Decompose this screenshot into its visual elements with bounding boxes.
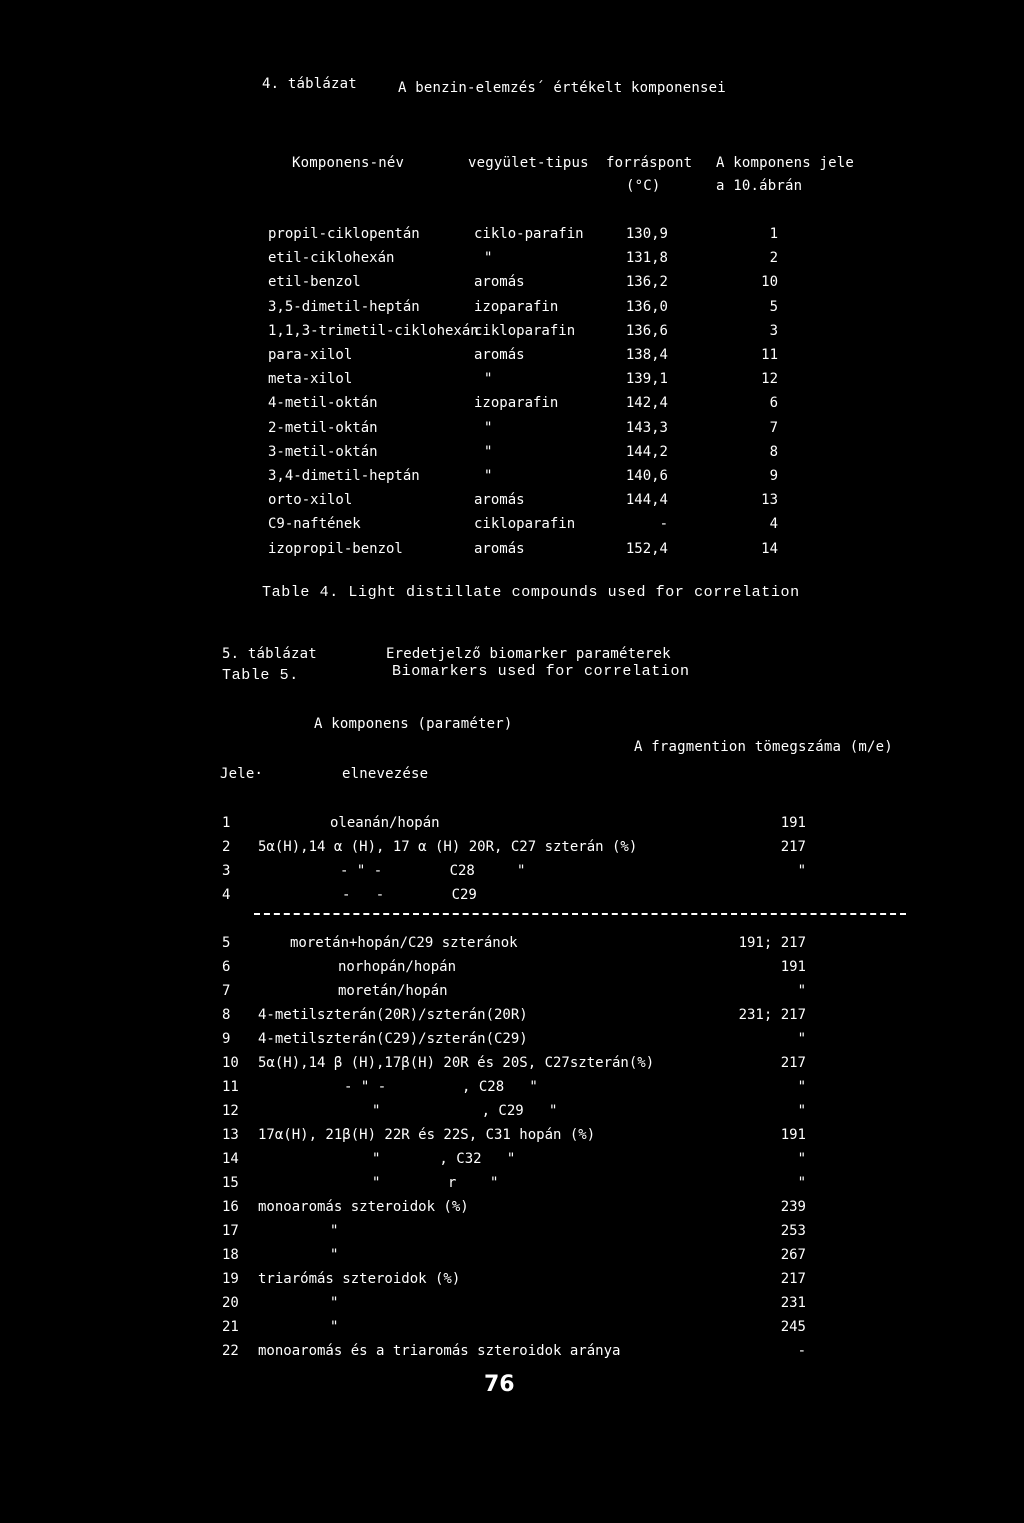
cell-row-number: 11 xyxy=(222,1079,239,1095)
table4-caption-en: Table 4. Light distillate compounds used for correlation xyxy=(262,584,800,601)
cell-fragment-mass: " xyxy=(797,863,806,879)
cell-fragment-mass: 217 xyxy=(780,1271,806,1287)
cell-parameter-name: norhopán/hopán xyxy=(338,959,457,975)
cell-parameter-name: " , C29 " xyxy=(372,1103,558,1119)
table-row xyxy=(0,274,1024,298)
cell-row-number: 10 xyxy=(222,1055,239,1071)
cell-parameter-name: triarómás szteroidok (%) xyxy=(258,1271,461,1287)
cell-boiling-point: 140,6 xyxy=(625,468,668,484)
table-row xyxy=(0,1103,1024,1127)
cell-boiling-point: 144,4 xyxy=(625,492,668,509)
cell-fragment-mass: - xyxy=(797,1343,806,1359)
cell-component-name: 3,5-dimetil-heptán xyxy=(268,298,420,315)
cell-row-number: 8 xyxy=(222,1007,231,1023)
cell-fragment-mass: 191 xyxy=(780,815,806,831)
cell-compound-type: " xyxy=(484,371,493,388)
table-row xyxy=(0,1343,1024,1367)
cell-row-number: 1 xyxy=(222,815,231,831)
header-component-parameter: A komponens (paraméter) xyxy=(314,716,513,732)
header-boiling-point: forráspont xyxy=(606,155,693,171)
cell-boiling-point: - xyxy=(659,516,668,533)
table-row xyxy=(0,1247,1024,1271)
cell-row-number: 9 xyxy=(222,1031,231,1047)
header-fragment-mass: A fragmention tömegszáma (m/e) xyxy=(634,739,893,755)
table-row xyxy=(0,1127,1024,1151)
header-component-name: Komponens-név xyxy=(292,155,405,171)
cell-compound-type: aromás xyxy=(474,347,525,363)
cell-component-mark: 3 xyxy=(769,322,778,339)
cell-fragment-mass: 191 xyxy=(780,959,806,975)
table-row xyxy=(0,887,1024,911)
table-row xyxy=(0,1175,1024,1199)
cell-parameter-name: " r " xyxy=(372,1175,499,1191)
table4-number: 4. táblázat xyxy=(262,76,357,92)
cell-component-name: meta-xilol xyxy=(268,371,353,388)
table-row xyxy=(0,444,1024,468)
table-row xyxy=(0,935,1024,959)
cell-row-number: 3 xyxy=(222,863,231,879)
cell-fragment-mass: " xyxy=(797,983,806,999)
table5-number-en: Table 5. xyxy=(222,667,299,684)
cell-component-mark: 13 xyxy=(761,492,778,509)
header-component-mark-figure: a 10.ábrán xyxy=(716,178,803,194)
cell-compound-type: " xyxy=(484,250,493,267)
cell-parameter-name: moretán+hopán/C29 szteránok xyxy=(290,935,518,951)
cell-parameter-name: 4-metilszterán(20R)/szterán(20R) xyxy=(258,1007,528,1023)
cell-compound-type: " xyxy=(484,419,493,436)
cell-row-number: 20 xyxy=(222,1295,239,1311)
header-compound-type: vegyület-tipus xyxy=(468,155,589,171)
header-designation: elnevezése xyxy=(342,766,429,782)
cell-parameter-name: 5α(H),14 α (H), 17 α (H) 20R, C27 szterán (%) xyxy=(258,839,638,855)
cell-row-number: 19 xyxy=(222,1271,239,1287)
cell-parameter-name: 17α(H), 21β(H) 22R és 22S, C31 hopán (%) xyxy=(258,1127,596,1143)
table-row xyxy=(0,1055,1024,1079)
cell-row-number: 22 xyxy=(222,1343,239,1359)
cell-parameter-name: 4-metilszterán(C29)/szterán(C29) xyxy=(258,1031,528,1047)
table-row xyxy=(0,1031,1024,1055)
table-row xyxy=(0,299,1024,323)
cell-component-name: C9-naftének xyxy=(268,516,361,533)
table5-number-hu: 5. táblázat xyxy=(222,646,317,662)
cell-component-name: 3-metil-oktán xyxy=(268,443,378,460)
table5-title-hu: Eredetjelző biomarker paraméterek xyxy=(386,646,671,662)
cell-fragment-mass: 191 xyxy=(780,1127,806,1143)
cell-compound-type: aromás xyxy=(474,540,525,557)
cell-component-mark: 12 xyxy=(761,371,778,388)
table-row xyxy=(0,371,1024,395)
cell-compound-type: izoparafin xyxy=(474,395,559,412)
table-row xyxy=(0,347,1024,371)
cell-boiling-point: 144,2 xyxy=(625,443,668,460)
cell-row-number: 5 xyxy=(222,935,231,951)
cell-parameter-name: " xyxy=(330,1247,339,1263)
cell-row-number: 2 xyxy=(222,839,231,855)
cell-parameter-name: monoaromás szteroidok (%) xyxy=(258,1199,469,1215)
table-row xyxy=(0,815,1024,839)
cell-component-mark: 5 xyxy=(769,298,778,315)
cell-boiling-point: 136,2 xyxy=(625,274,668,291)
header-component-mark: A komponens jele xyxy=(716,155,855,171)
cell-parameter-name: " xyxy=(330,1319,339,1335)
page-number: 76 xyxy=(484,1372,515,1397)
cell-row-number: 15 xyxy=(222,1175,239,1191)
cell-parameter-name: " xyxy=(330,1223,339,1239)
table-row xyxy=(0,516,1024,540)
cell-boiling-point: 139,1 xyxy=(625,371,668,388)
cell-compound-type: ciklo-parafin xyxy=(474,226,584,242)
table-row xyxy=(0,541,1024,565)
cell-fragment-mass: 191; 217 xyxy=(738,935,806,951)
cell-compound-type: aromás xyxy=(474,492,525,509)
cell-boiling-point: 136,6 xyxy=(625,322,668,339)
cell-parameter-name: - " - C28 " xyxy=(340,863,526,879)
cell-compound-type: cikloparafin xyxy=(474,322,576,339)
cell-fragment-mass: " xyxy=(797,1103,806,1119)
dashed-divider xyxy=(254,913,906,915)
table-row xyxy=(0,839,1024,863)
cell-component-mark: 1 xyxy=(769,226,778,242)
cell-compound-type: izoparafin xyxy=(474,298,559,315)
cell-component-name: para-xilol xyxy=(268,347,353,363)
cell-boiling-point: 131,8 xyxy=(625,250,668,267)
table-row xyxy=(0,226,1024,250)
cell-parameter-name: - " - , C28 " xyxy=(344,1079,538,1095)
cell-boiling-point: 130,9 xyxy=(625,226,668,242)
table-row xyxy=(0,250,1024,274)
cell-component-name: etil-ciklohexán xyxy=(268,250,395,267)
cell-component-name: propil-ciklopentán xyxy=(268,226,420,242)
cell-parameter-name: - - C29 xyxy=(342,887,477,903)
table-row xyxy=(0,1151,1024,1175)
cell-component-name: 4-metil-oktán xyxy=(268,395,378,412)
cell-fragment-mass: " xyxy=(797,1175,806,1191)
table-row xyxy=(0,420,1024,444)
table-row xyxy=(0,1319,1024,1343)
cell-component-name: etil-benzol xyxy=(268,274,361,291)
cell-fragment-mass: 253 xyxy=(780,1223,806,1239)
table-row xyxy=(0,1079,1024,1103)
cell-row-number: 16 xyxy=(222,1199,239,1215)
cell-component-name: 2-metil-oktán xyxy=(268,419,378,436)
cell-component-name: izopropil-benzol xyxy=(268,540,403,557)
cell-compound-type: aromás xyxy=(474,274,525,291)
cell-row-number: 21 xyxy=(222,1319,239,1335)
cell-fragment-mass: 217 xyxy=(780,1055,806,1071)
cell-fragment-mass: 231 xyxy=(780,1295,806,1311)
table-row xyxy=(0,983,1024,1007)
cell-boiling-point: 136,0 xyxy=(625,298,668,315)
cell-component-mark: 11 xyxy=(761,347,778,363)
cell-fragment-mass: 217 xyxy=(780,839,806,855)
table-row xyxy=(0,1295,1024,1319)
cell-component-mark: 2 xyxy=(769,250,778,267)
cell-component-mark: 10 xyxy=(761,274,778,291)
cell-row-number: 4 xyxy=(222,887,231,903)
cell-parameter-name: 5α(H),14 β (H),17β(H) 20R és 20S, C27szterán(%) xyxy=(258,1055,655,1071)
cell-compound-type: " xyxy=(484,443,493,460)
table-row xyxy=(0,1271,1024,1295)
cell-boiling-point: 142,4 xyxy=(625,395,668,412)
cell-row-number: 7 xyxy=(222,983,231,999)
cell-component-mark: 8 xyxy=(769,443,778,460)
cell-component-mark: 4 xyxy=(769,516,778,533)
cell-fragment-mass: 267 xyxy=(780,1247,806,1263)
cell-row-number: 13 xyxy=(222,1127,239,1143)
header-mark: Jele· xyxy=(220,766,264,782)
cell-component-mark: 7 xyxy=(769,419,778,436)
cell-row-number: 12 xyxy=(222,1103,239,1119)
table-row xyxy=(0,492,1024,516)
table-row xyxy=(0,1199,1024,1223)
header-boiling-point-unit: (°C) xyxy=(626,178,661,194)
table5-title-en: Biomarkers used for correlation xyxy=(392,663,690,680)
table-row xyxy=(0,1007,1024,1031)
cell-fragment-mass: " xyxy=(797,1151,806,1167)
cell-parameter-name: monoaromás és a triaromás szteroidok aránya xyxy=(258,1343,621,1359)
table-row xyxy=(0,323,1024,347)
cell-parameter-name: oleanán/hopán xyxy=(330,815,440,831)
cell-parameter-name: moretán/hopán xyxy=(338,983,448,999)
cell-boiling-point: 152,4 xyxy=(625,540,668,557)
cell-fragment-mass: " xyxy=(797,1079,806,1095)
cell-compound-type: cikloparafin xyxy=(474,516,576,533)
cell-component-name: orto-xilol xyxy=(268,492,353,509)
cell-parameter-name: " xyxy=(330,1295,339,1311)
cell-component-mark: 6 xyxy=(769,395,778,412)
table4-title: A benzin-elemzés´ értékelt komponensei xyxy=(398,80,726,96)
cell-fragment-mass: " xyxy=(797,1031,806,1047)
cell-fragment-mass: 239 xyxy=(780,1199,806,1215)
table-row xyxy=(0,395,1024,419)
cell-component-name: 1,1,3-trimetil-ciklohexán xyxy=(268,322,479,339)
cell-row-number: 17 xyxy=(222,1223,239,1239)
cell-fragment-mass: 245 xyxy=(780,1319,806,1335)
table-row xyxy=(0,1223,1024,1247)
table-row xyxy=(0,959,1024,983)
cell-row-number: 14 xyxy=(222,1151,239,1167)
cell-parameter-name: " , C32 " xyxy=(372,1151,516,1167)
table-row xyxy=(0,468,1024,492)
cell-fragment-mass: 231; 217 xyxy=(738,1007,806,1023)
cell-component-name: 3,4-dimetil-heptán xyxy=(268,468,420,484)
cell-boiling-point: 143,3 xyxy=(625,419,668,436)
table-row xyxy=(0,863,1024,887)
cell-boiling-point: 138,4 xyxy=(625,347,668,363)
cell-row-number: 18 xyxy=(222,1247,239,1263)
cell-compound-type: " xyxy=(484,468,493,484)
cell-component-mark: 14 xyxy=(761,540,778,557)
cell-row-number: 6 xyxy=(222,959,231,975)
cell-component-mark: 9 xyxy=(769,468,778,484)
